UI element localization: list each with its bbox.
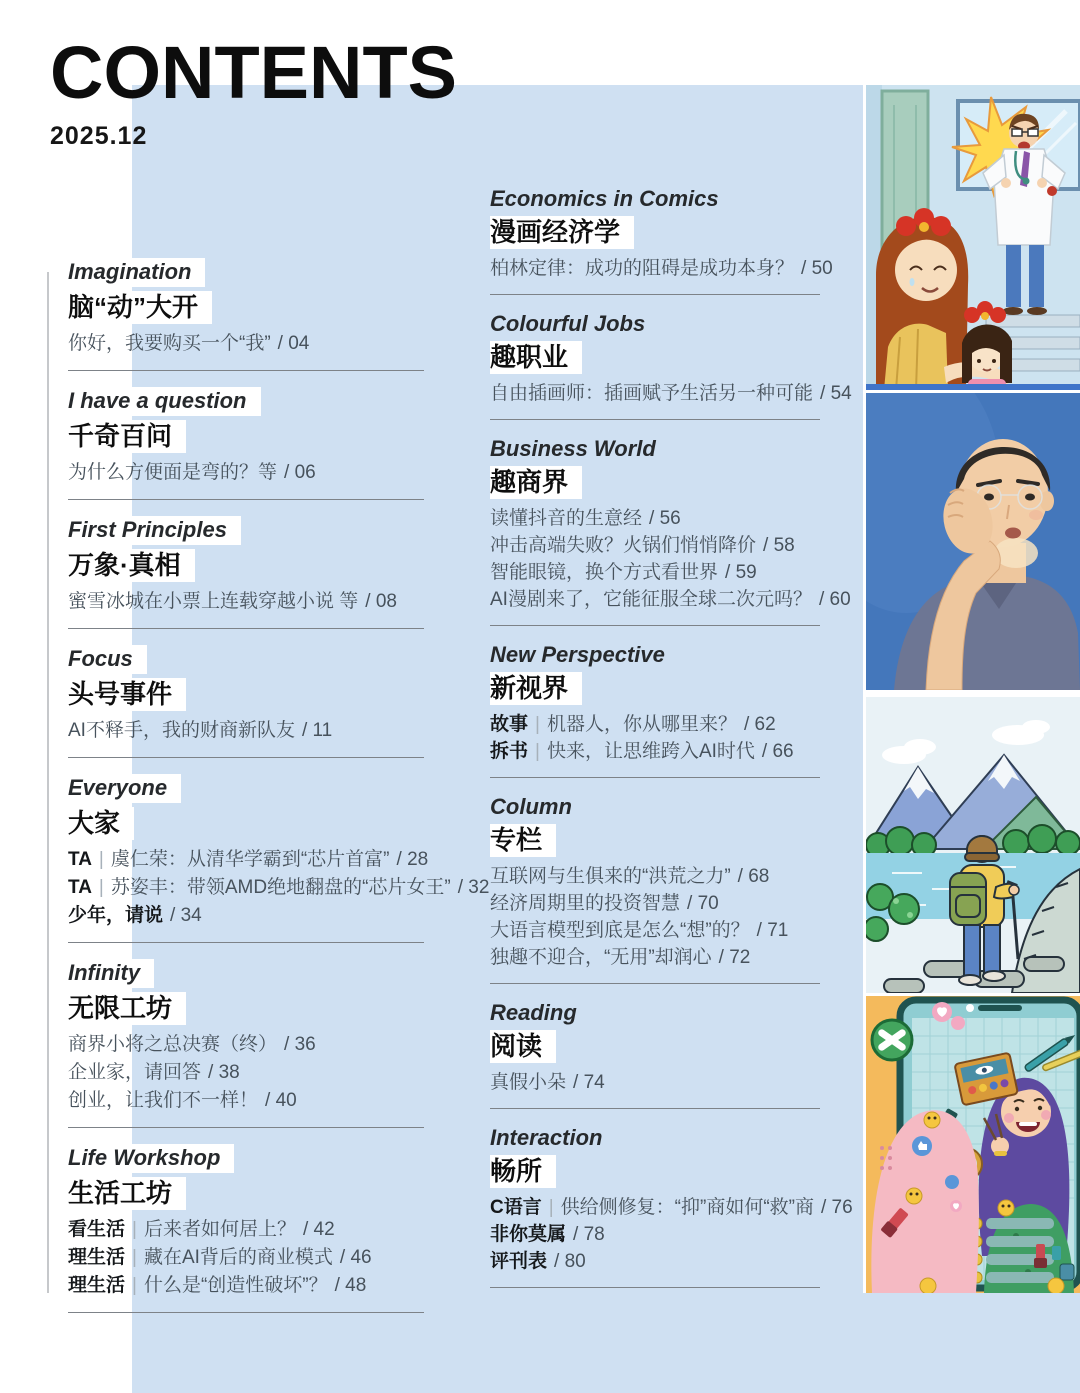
section-title-zh: 脑“动”大开	[68, 291, 212, 324]
section-title-zh: 头号事件	[68, 678, 186, 711]
toc-section	[68, 1144, 424, 1313]
item-separator: |	[548, 1197, 554, 1218]
item-title: 大语言模型到底是怎么“想”的？	[490, 920, 750, 941]
makeup-livestream-illustration	[866, 996, 1080, 1293]
item-category-label: C语言	[490, 1197, 542, 1218]
item-title: 为什么方便面是弯的？等	[68, 462, 278, 483]
toc-section	[490, 186, 833, 295]
masthead	[50, 31, 457, 151]
toc-section	[68, 959, 424, 1128]
left-vertical-rule	[47, 272, 49, 1293]
toc-item	[68, 902, 424, 930]
section-title-en: Imagination	[68, 258, 205, 287]
toc-section	[490, 794, 820, 984]
section-title-zh: 千奇百问	[68, 420, 186, 453]
section-title-en: Business World	[490, 436, 656, 461]
toc-item	[68, 588, 424, 616]
section-title-zh: 生活工坊	[68, 1177, 186, 1210]
section-title-en: Life Workshop	[68, 1144, 234, 1173]
item-category-label: TA	[68, 849, 92, 870]
item-page-number: / 42	[302, 1219, 335, 1240]
section-divider	[68, 370, 424, 371]
section-title-en: I have a question	[68, 387, 261, 416]
toc-item	[490, 1194, 853, 1221]
toc-section	[490, 311, 852, 420]
item-title: 评刊表	[490, 1251, 548, 1272]
section-title-en: Interaction	[490, 1125, 603, 1150]
toc-item	[490, 1069, 820, 1096]
toc-item	[68, 1272, 424, 1300]
section-divider	[490, 1287, 820, 1288]
toc-item	[490, 917, 820, 944]
toc-section	[68, 516, 424, 629]
toc-section	[490, 642, 820, 778]
item-category-label: 理生活	[68, 1247, 126, 1268]
toc-item	[490, 505, 820, 532]
item-title: 少年，请说	[68, 905, 164, 926]
item-page-number: / 58	[763, 535, 795, 556]
toc-item	[68, 846, 429, 874]
item-separator: |	[132, 1219, 137, 1240]
toc-item	[68, 330, 424, 358]
item-page-number: / 48	[334, 1275, 367, 1296]
item-separator: |	[132, 1247, 137, 1268]
toc-item	[490, 1248, 820, 1275]
toc-item	[490, 944, 820, 971]
item-title: 蜜雪冰城在小票上连载穿越小说 等	[68, 591, 359, 612]
toc-section	[490, 1125, 853, 1288]
section-divider	[490, 777, 820, 778]
item-title: 智能眼镜，换个方式看世界	[490, 562, 719, 583]
toc-item	[490, 1221, 820, 1248]
item-separator: |	[98, 849, 104, 870]
toc-item	[490, 738, 820, 765]
item-page-number: / 06	[284, 462, 316, 483]
item-page-number: / 76	[820, 1197, 853, 1218]
item-page-number: / 68	[737, 866, 770, 887]
section-title-zh: 专栏	[490, 824, 556, 857]
item-page-number: / 74	[573, 1072, 605, 1093]
item-title: 你好，我要购买一个“我”	[68, 333, 271, 354]
section-title-en: Colourful Jobs	[490, 311, 646, 336]
item-title: 供给侧修复：“抑”商如何“救”商	[560, 1197, 814, 1218]
toc-item	[490, 255, 833, 282]
section-title-zh: 畅所	[490, 1155, 556, 1188]
toc-item	[490, 380, 852, 407]
item-page-number: / 78	[573, 1224, 605, 1245]
item-title: 后来者如何居上？	[143, 1219, 296, 1240]
item-category-label: 看生活	[68, 1219, 126, 1240]
item-page-number: / 11	[301, 720, 333, 741]
toc-item	[490, 863, 820, 890]
toc-column-left	[68, 258, 490, 1329]
section-title-en: New Perspective	[490, 642, 665, 667]
item-title: 机器人，你从哪里来？	[546, 714, 737, 735]
item-page-number: / 66	[761, 741, 794, 762]
item-category-label: TA	[68, 877, 92, 898]
toc-item	[68, 1059, 424, 1087]
toc-section	[68, 258, 424, 371]
toc-item	[490, 586, 851, 613]
section-title-zh: 大家	[68, 807, 134, 840]
section-title-zh: 趣职业	[490, 341, 582, 374]
item-title: 真假小朵	[490, 1072, 567, 1093]
section-title-zh: 新视界	[490, 672, 582, 705]
hiking-scene-illustration	[866, 697, 1080, 993]
toc-item	[68, 1031, 424, 1059]
toc-item	[68, 874, 490, 902]
section-title-zh: 趣商界	[490, 466, 582, 499]
item-separator: |	[98, 877, 104, 898]
item-title: 互联网与生俱来的“洪荒之力”	[490, 866, 731, 887]
toc-item	[490, 890, 820, 917]
toc-column-right	[490, 186, 853, 1304]
toc-section	[490, 436, 851, 626]
toc-item	[490, 559, 820, 586]
item-title: 冲击高端失败？火锅们悄悄降价	[490, 535, 757, 556]
section-divider	[490, 294, 820, 295]
item-title: AI不释手，我的财商新队友	[68, 720, 295, 741]
item-title: 快来，让思维跨入AI时代	[546, 741, 755, 762]
section-title-zh: 万象·真相	[68, 549, 195, 582]
clinic-comic-illustration	[866, 85, 1080, 390]
section-title-en: Focus	[68, 645, 147, 674]
section-divider	[68, 1127, 424, 1128]
item-page-number: / 04	[277, 333, 310, 354]
thinking-man-illustration	[866, 393, 1080, 690]
item-title: 藏在AI背后的商业模式	[143, 1247, 333, 1268]
toc-item	[68, 1087, 424, 1115]
item-title: 创业，让我们不一样！	[68, 1090, 259, 1111]
illustration-column	[863, 85, 1080, 1293]
item-page-number: / 71	[756, 920, 789, 941]
item-separator: |	[535, 741, 540, 762]
toc-item	[68, 717, 424, 745]
item-page-number: / 60	[818, 589, 851, 610]
toc-item	[490, 532, 820, 559]
item-title: 什么是“创造性破坏”？	[143, 1275, 328, 1296]
section-title-en: Column	[490, 794, 572, 819]
item-page-number: / 38	[208, 1062, 240, 1083]
section-divider	[490, 625, 820, 626]
item-category-label: 拆书	[490, 741, 529, 762]
item-title: 柏林定律：成功的阻碍是成功本身？	[490, 258, 795, 279]
item-category-label: 理生活	[68, 1275, 126, 1296]
item-page-number: / 08	[365, 591, 397, 612]
item-title: 独趣不迎合，“无用”却润心	[490, 947, 712, 968]
toc-section	[68, 387, 424, 500]
section-title-en: First Principles	[68, 516, 241, 545]
toc-item	[68, 1216, 424, 1244]
item-title: 商界小将之总决赛（终）	[68, 1034, 278, 1055]
toc-section	[68, 774, 490, 943]
item-title: 读懂抖音的生意经	[490, 508, 643, 529]
item-page-number: / 56	[649, 508, 681, 529]
item-title: AI漫剧来了，它能征服全球二次元吗？	[490, 589, 812, 610]
item-page-number: / 70	[687, 893, 719, 914]
issue-date: 2025.12	[50, 122, 148, 150]
section-divider	[68, 942, 424, 943]
item-page-number: / 28	[396, 849, 429, 870]
section-title-en: Economics in Comics	[490, 186, 719, 211]
page-title: CONTENTS	[50, 31, 457, 114]
item-separator: |	[535, 714, 540, 735]
section-divider	[68, 1312, 424, 1313]
item-title: 虞仁荣：从清华学霸到“芯片首富”	[110, 849, 390, 870]
item-title: 经济周期里的投资智慧	[490, 893, 681, 914]
item-page-number: / 32	[457, 877, 490, 898]
section-title-zh: 漫画经济学	[490, 216, 634, 249]
item-page-number: / 59	[725, 562, 757, 583]
toc-item	[68, 1244, 424, 1272]
item-page-number: / 54	[820, 383, 852, 404]
item-separator: |	[132, 1275, 137, 1296]
item-title: 自由插画师：插画赋予生活另一种可能	[490, 383, 814, 404]
item-page-number: / 40	[265, 1090, 297, 1111]
toc-section	[68, 645, 424, 758]
section-title-en: Everyone	[68, 774, 181, 803]
toc-item	[68, 459, 424, 487]
item-page-number: / 72	[718, 947, 751, 968]
section-divider	[68, 499, 424, 500]
item-title: 企业家，请回答	[68, 1062, 202, 1083]
section-divider	[490, 419, 820, 420]
section-title-en: Infinity	[68, 959, 154, 988]
toc-section	[490, 1000, 820, 1109]
item-page-number: / 36	[284, 1034, 316, 1055]
toc-item	[490, 711, 820, 738]
item-page-number: / 50	[801, 258, 833, 279]
section-divider	[490, 983, 820, 984]
section-divider	[68, 757, 424, 758]
section-title-zh: 无限工坊	[68, 992, 186, 1025]
item-category-label: 故事	[490, 714, 529, 735]
item-title: 非你莫属	[490, 1224, 567, 1245]
item-page-number: / 34	[170, 905, 202, 926]
item-page-number: / 80	[554, 1251, 586, 1272]
item-title: 苏姿丰：带领AMD绝地翻盘的“芯片女王”	[110, 877, 451, 898]
section-title-zh: 阅读	[490, 1030, 556, 1063]
item-page-number: / 46	[339, 1247, 372, 1268]
section-divider	[490, 1108, 820, 1109]
section-title-en: Reading	[490, 1000, 577, 1025]
section-divider	[68, 628, 424, 629]
item-page-number: / 62	[743, 714, 776, 735]
